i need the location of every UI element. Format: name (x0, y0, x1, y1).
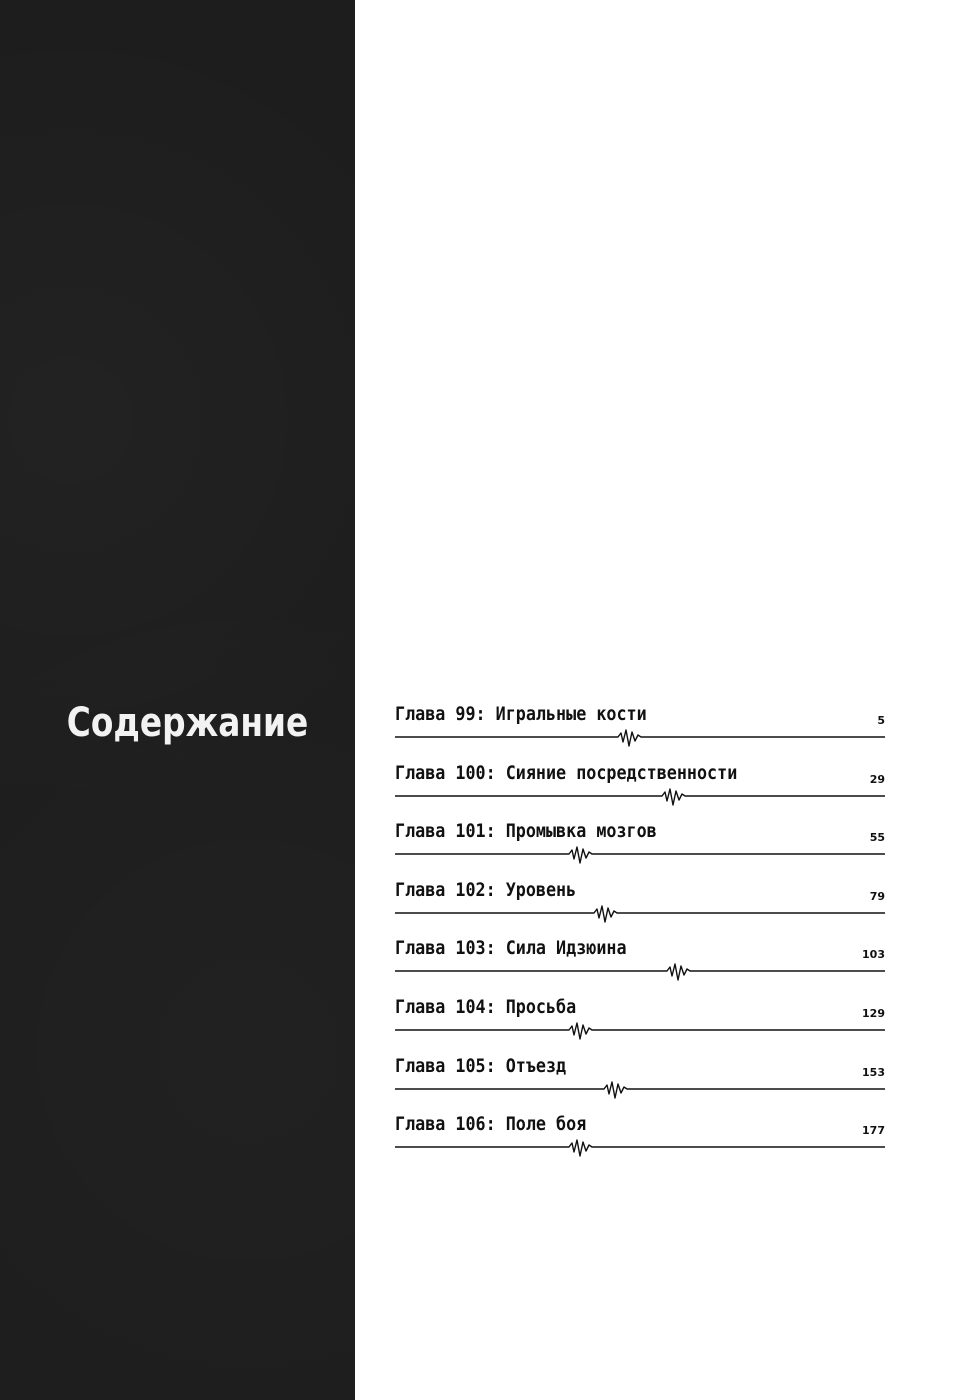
toc-entry-title: Глава 104: Просьба (395, 995, 577, 1018)
toc-entry[interactable] (395, 1108, 887, 1167)
pulse-line-icon (395, 725, 885, 749)
pulse-line (395, 789, 885, 805)
toc-entry-page-number: 29 (869, 772, 885, 786)
toc-entry-page-number: 79 (869, 889, 885, 903)
pulse-line-icon (395, 959, 885, 983)
toc-entry-title: Глава 106: Поле боя (395, 1113, 587, 1136)
toc-entry-page-number: 55 (869, 831, 885, 845)
toc-entry[interactable] (395, 991, 887, 1050)
toc-entry-title: Глава 103: Сила Идзюина (395, 937, 627, 960)
pulse-line-icon (395, 901, 885, 925)
pulse-line (395, 1140, 885, 1156)
pulse-line (395, 730, 885, 746)
pulse-line (395, 847, 885, 863)
pulse-line-icon (395, 842, 885, 866)
pulse-line (395, 906, 885, 922)
pulse-line (395, 1023, 885, 1039)
pulse-line-icon (395, 784, 885, 808)
toc-entry-title: Глава 101: Промывка мозгов (395, 820, 657, 843)
toc-entry[interactable] (395, 932, 887, 991)
pulse-line-icon (395, 1018, 885, 1042)
toc-entry[interactable] (395, 757, 887, 816)
sidebar-panel (0, 0, 355, 1400)
toc-entry-page-number: 129 (862, 1006, 885, 1020)
toc-entry-title: Глава 99: Игральные кости (395, 703, 647, 725)
toc-entry-page-number: 153 (862, 1065, 885, 1079)
toc-entry-page-number: 177 (862, 1124, 885, 1138)
pulse-line-icon (395, 1135, 885, 1159)
pulse-line (395, 1082, 885, 1098)
toc-entry-title: Глава 100: Сияние посредственности (395, 761, 738, 784)
toc-entry[interactable] (395, 874, 887, 933)
page-title: Содержание (66, 700, 309, 746)
toc-entry[interactable] (395, 1050, 887, 1109)
pulse-line (395, 964, 885, 980)
toc-entry-title: Глава 102: Уровень (395, 878, 577, 901)
toc-entry-page-number: 5 (877, 714, 885, 727)
toc-entry[interactable] (395, 698, 887, 757)
table-of-contents (395, 698, 887, 1167)
toc-entry-page-number: 103 (862, 948, 885, 962)
toc-entry-title: Глава 105: Отъезд (395, 1054, 567, 1077)
pulse-line-icon (395, 1077, 885, 1101)
toc-entry[interactable] (395, 815, 887, 874)
